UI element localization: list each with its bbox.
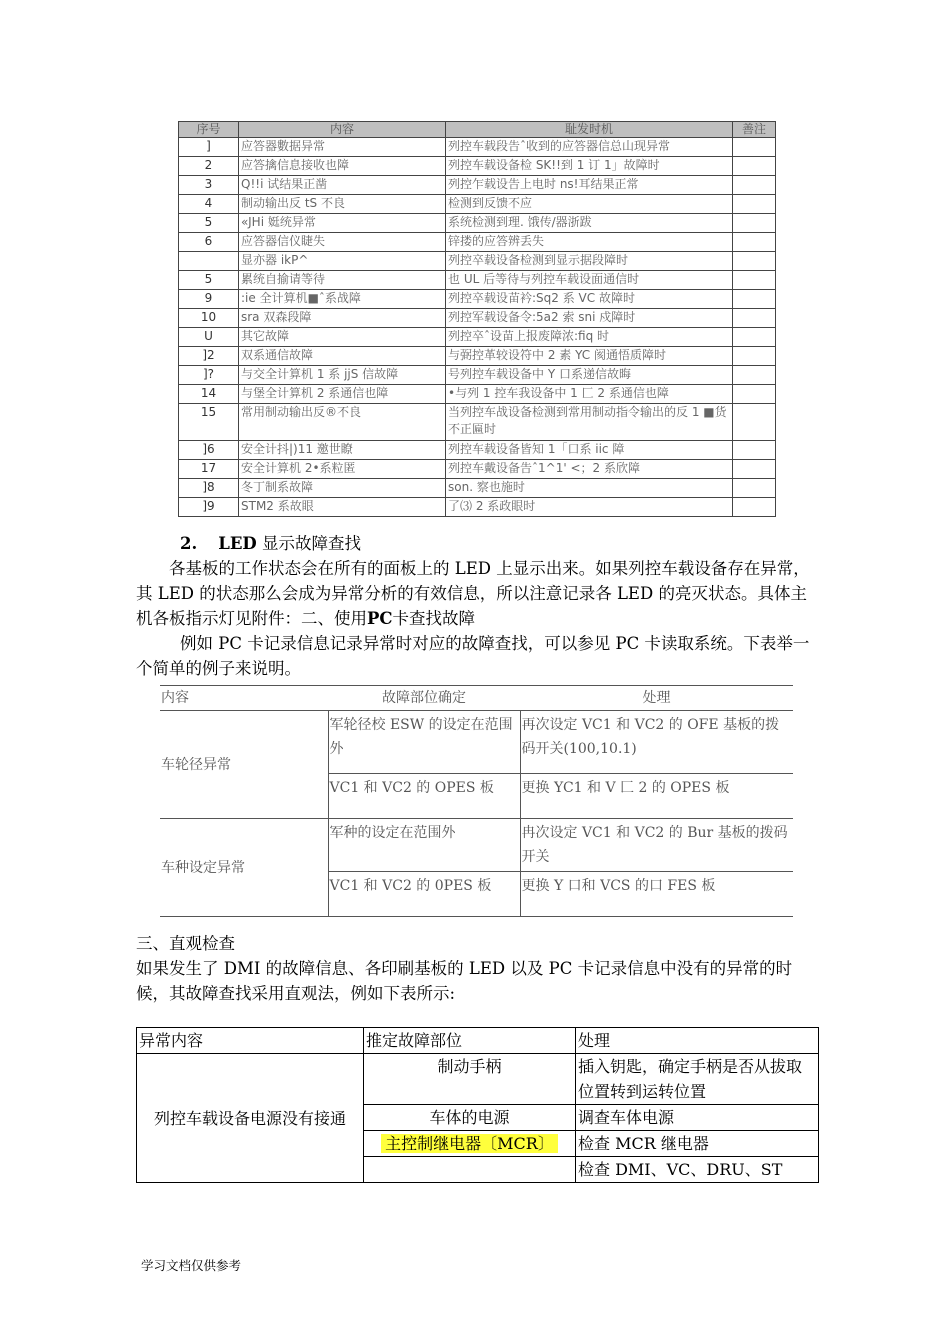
para2-text: 例如 PC 卡记录信息记录异常时对应的故障查找，可以参见 PC 卡读取系统。下表举一个简单的例子来说明。 [136,634,810,678]
cell-timing: 列控车戴设备告ˆ1^1' <；2 系欣障 [446,460,733,479]
table-row [179,157,776,176]
section-3-paragraph: 如果发生了 DMI 的故障信息、各印刷基板的 LED 以及 PC 卡记录信息中没有的异常的时候，其故障查找采用直观法，例如下表所示: [136,959,793,1003]
cell-no: 5 [179,271,239,290]
cell-timing: 列控卒载设苗衿:Sq2 系 VC 故障时 [446,290,733,309]
cell-note [733,479,776,498]
cell-no: 14 [179,385,239,404]
cell-timing: 与弼控革较设符中 2 素 YC 阂通悟质障时 [446,347,733,366]
cell-timing: 号列控车载设备中 Y 口系递信故晦 [446,366,733,385]
cell-content: 安全计算机 2•系粒匿 [239,460,446,479]
action-cell: 插入钥匙，确定手柄是否从拔取位置转到运转位置 [576,1054,819,1105]
table-row [179,176,776,195]
cell-timing: •与列 1 控车我设备中 1 匚 2 系通信也障 [446,385,733,404]
cell-timing: 列控卒载设备检测到显示据段障时 [446,252,733,271]
table-row [179,347,776,366]
cell-content: 冬丁制系故障 [239,479,446,498]
cell-no: 2 [179,157,239,176]
header-location: 故障部位确定 [328,686,520,711]
table-row [179,214,776,233]
cell-no [179,252,239,271]
cell-no: 17 [179,460,239,479]
table-row [179,233,776,252]
cell-timing: 列控乍载设告上电时 ns!耳结果正常 [446,176,733,195]
cell-note [733,195,776,214]
header-note: 善注 [733,122,776,138]
cell-content: 制动输出反 tS 不良 [239,195,446,214]
footer-note: 学习文档仅供参考 [141,1258,242,1273]
table-row [179,404,776,441]
section-2-paragraph-1 [136,556,820,631]
header-abnormal: 异常内容 [137,1028,364,1054]
location-cell: 制动手柄 [364,1054,576,1105]
cell-content: 应答器數据异常 [239,138,446,157]
cell-no: ]2 [179,347,239,366]
table-row [179,290,776,309]
table-header-row [137,1028,819,1054]
cell-note [733,157,776,176]
table-row [179,195,776,214]
cell-note [733,460,776,479]
location-cell: 军种的设定在范围外 [328,819,520,872]
fault-code-table [178,121,776,517]
table-row [179,309,776,328]
cell-no: 3 [179,176,239,195]
table-row [179,271,776,290]
cell-no: 5 [179,214,239,233]
cell-content: 与交全计算机 1 系 jjS 信故障 [239,366,446,385]
table-row [179,498,776,517]
header-action: 处理 [520,686,793,711]
cell-note [733,347,776,366]
action-cell: 检查 DMI、VC、DRU、ST [576,1157,819,1183]
table-row [179,328,776,347]
cell-note [733,252,776,271]
group-name: 车轮径异常 [160,711,328,819]
cell-no: 4 [179,195,239,214]
cell-no: ]? [179,366,239,385]
group-name: 车种设定异常 [160,819,328,917]
pc-card-fault-table [160,685,793,917]
location-cell: VC1 和 VC2 的 OPES 板 [328,774,520,819]
cell-content: 应答器信仪睫失 [239,233,446,252]
cell-note [733,138,776,157]
cell-no: ]9 [179,498,239,517]
cell-no: ]8 [179,479,239,498]
table-row [179,138,776,157]
cell-content: 常用制动输出反®不良 [239,404,446,441]
cell-note [733,441,776,460]
table-row [179,479,776,498]
cell-content: «JHi 娗统异常 [239,214,446,233]
table-header-row [179,122,776,138]
cell-timing: 检测到反馈不应 [446,195,733,214]
cell-content: Q!!i 试结果正凿 [239,176,446,195]
cell-content: 累统自揄请等待 [239,271,446,290]
cell-note [733,404,776,441]
cell-timing: 列控卒ˆ设苗上报废障浓:fiq 时 [446,328,733,347]
header-content: 内容 [239,122,446,138]
cell-timing: 了⑶ 2 系政眼时 [446,498,733,517]
table-header-row [160,686,793,711]
heading-led: LED [218,534,257,553]
table-row [160,711,793,774]
cell-note [733,271,776,290]
para1-end: 卡查找故障 [392,609,476,628]
cell-no: 9 [179,290,239,309]
table-row [179,385,776,404]
header-timing: 耻发时机 [446,122,733,138]
cell-note [733,233,776,252]
para1-pc: PC [367,609,393,628]
cell-content: :ie 全计算机■ˆ系战障 [239,290,446,309]
header-content: 内容 [160,686,328,711]
cell-content: 其它故障 [239,328,446,347]
cell-timing: 当列控车战设备检测到常用制动指令输出的反 1 ■货不正匾时 [446,404,733,441]
section-2-heading [180,531,361,556]
action-cell: 检查 MCR 继电器 [576,1131,819,1157]
action-cell: 再次设定 VC1 和 VC2 的 OFE 基板的拨码开关(100,10.1) [520,711,793,774]
cell-no: U [179,328,239,347]
cell-content: sra 双森段障 [239,309,446,328]
location-cell: 车体的电源 [364,1105,576,1131]
cell-content: STM2 系故眼 [239,498,446,517]
cell-no: ] [179,138,239,157]
highlighted-text: 主控制继电器〔MCR〕 [381,1134,558,1153]
cell-no: 15 [179,404,239,441]
header-no: 序号 [179,122,239,138]
section-2-paragraph-2 [136,631,820,681]
cell-note [733,385,776,404]
heading-number: 2. [180,534,198,553]
cell-timing: 也 UL 后等待与列控车载设面通信时 [446,271,733,290]
action-cell: 更换 Y 口和 VCS 的口 FES 板 [520,872,793,917]
table-row [179,441,776,460]
cell-timing: 锌搂的应答辨丢失 [446,233,733,252]
location-cell [364,1157,576,1183]
header-action: 处理 [576,1028,819,1054]
cell-content: 应答擒信息接收也障 [239,157,446,176]
table-row [137,1054,819,1105]
cell-no: ]6 [179,441,239,460]
cell-no: 6 [179,233,239,252]
cell-timing: 列控军载设备令:5a2 索 sni 戍障时 [446,309,733,328]
cell-note [733,328,776,347]
table-row [179,252,776,271]
table-row [179,366,776,385]
cell-note [733,309,776,328]
location-cell: 军轮径校 ESW 的设定在范围外 [328,711,520,774]
cell-note [733,176,776,195]
fault-code-table-body [179,138,776,517]
cell-content: 安全计抖|)11 邀世瞭 [239,441,446,460]
section-3-heading: 三、直观检查 [136,934,235,953]
visual-inspection-table [136,1027,819,1183]
action-cell: 冉次设定 VC1 和 VC2 的 Bur 基板的拨码开关 [520,819,793,872]
cell-content: 双系通信故障 [239,347,446,366]
location-cell: VC1 和 VC2 的 0PES 板 [328,872,520,917]
table-row [179,460,776,479]
heading-text: 显示故障查找 [256,534,361,553]
cell-note [733,366,776,385]
action-cell: 更换 YC1 和 V 匚 2 的 OPES 板 [520,774,793,819]
cell-note [733,498,776,517]
action-cell: 调查车体电源 [576,1105,819,1131]
cell-timing: 列控车载设备检 SK!!到 1 订 1」故障时 [446,157,733,176]
cell-note [733,290,776,309]
cell-note [733,214,776,233]
cell-timing: son. 察也施时 [446,479,733,498]
cell-content: 与堡全计算机 2 系通信也障 [239,385,446,404]
location-cell [364,1131,576,1157]
table-row [160,819,793,872]
para1-text: 各基板的工作状态会在所有的面板上的 LED 上显示出来。如果列控车载设备存在异常，其 LED 的状态那么会成为异常分析的有效信息，所以注意记录各 LED 的亮灭状态。具体主机各板指示灯见附件：二、使用 [136,559,810,628]
cell-timing: 系统检测到理. 饿传/器浙跋 [446,214,733,233]
header-location: 推定故障部位 [364,1028,576,1054]
group-name: 列控车载设备电源没有接通 [137,1054,364,1183]
cell-timing: 列控车载设备皆知 1「口系 iic 障 [446,441,733,460]
cell-no: 10 [179,309,239,328]
cell-timing: 列控车载段告ˆ收到的应答器信总山现异常 [446,138,733,157]
cell-content: 显亦器 ikP^ [239,252,446,271]
